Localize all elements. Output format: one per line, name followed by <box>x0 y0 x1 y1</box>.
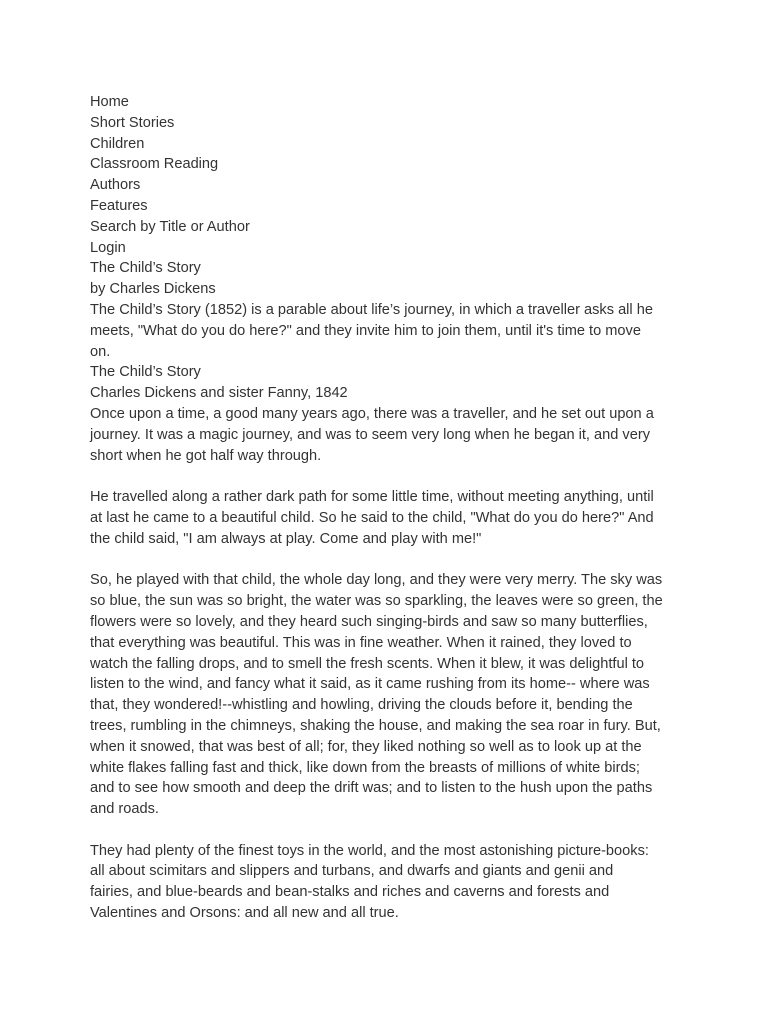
nav-features-link[interactable]: Features <box>90 197 148 214</box>
paragraph-line: so blue, the sun was so bright, the water was so sparkling, the leaves were so green, the <box>90 593 663 610</box>
paragraph-line: watch the falling drops, and to smell the fresh scents. When it blew, it was delightful to <box>90 655 645 672</box>
nav-children-link[interactable]: Children <box>90 135 145 152</box>
story-paragraph-3 <box>90 570 680 820</box>
paragraph-line: So, he played with that child, the whole day long, and they were very merry. The sky was <box>90 572 663 589</box>
story-title-repeat: The Child’s Story <box>90 364 201 381</box>
nav-home-link[interactable]: Home <box>90 94 129 110</box>
story-paragraph-2 <box>90 487 680 549</box>
site-nav <box>90 92 680 258</box>
paragraph-line: and roads. <box>90 801 159 818</box>
story-paragraph-1 <box>90 404 680 466</box>
summary-line: meets, "What do you do here?" and they invite him to join them, until it's time to move <box>90 322 641 339</box>
nav-classroom-reading-link[interactable]: Classroom Reading <box>90 156 219 173</box>
paragraph-line: the child said, "I am always at play. Come and play with me!" <box>90 530 482 547</box>
paragraph-line: and to see how smooth and deep the drift was; and to listen to the hush upon the paths <box>90 780 653 797</box>
nav-short-stories-link[interactable]: Short Stories <box>90 114 175 131</box>
paragraph-line: fairies, and blue-beards and bean-stalks and riches and caverns and forests and <box>90 884 610 901</box>
story-header <box>90 258 680 300</box>
paragraph-line: that everything was beautiful. This was in fine weather. When it rained, they loved to <box>90 634 632 651</box>
summary-line: on. <box>90 343 111 360</box>
summary-line: The Child’s Story (1852) is a parable about life’s journey, in which a traveller asks all he <box>90 301 653 318</box>
paragraph-line: Once upon a time, a good many years ago, there was a traveller, and he set out upon a <box>90 405 654 422</box>
paragraph-line: journey. It was a magic journey, and was to seem very long when he began it, and very <box>90 426 650 443</box>
paragraph-line: white flakes falling fast and thick, like down from the breasts of millions of white birds; <box>90 759 640 776</box>
paragraph-line: trees, rumbling in the chimneys, shaking the house, and making the sea roar in fury. But, <box>90 717 661 734</box>
story-title: The Child’s Story <box>90 260 201 277</box>
paragraph-line: all about scimitars and slippers and turbans, and dwarfs and giants and genii and <box>90 863 614 880</box>
page-content <box>90 92 680 924</box>
paragraph-line: Valentines and Orsons: and all new and all true. <box>90 905 399 922</box>
nav-authors-link[interactable]: Authors <box>90 177 141 194</box>
paragraph-line: listen to the wind, and fancy what it said, as it came rushing from its home-- where was <box>90 676 650 693</box>
nav-login-link[interactable]: Login <box>90 239 126 256</box>
paragraph-line: flowers were so lovely, and they heard such singing-birds and saw so many butterflies, <box>90 613 648 630</box>
story-byline: by Charles Dickens <box>90 281 216 298</box>
paragraph-line: short when he got half way through. <box>90 447 322 464</box>
image-caption: Charles Dickens and sister Fanny, 1842 <box>90 385 348 402</box>
story-summary <box>90 300 680 362</box>
paragraph-line: He travelled along a rather dark path for some little time, without meeting anything, until <box>90 489 654 506</box>
paragraph-line: at last he came to a beautiful child. So he said to the child, "What do you do here?" And <box>90 509 654 526</box>
nav-search-link[interactable]: Search by Title or Author <box>90 218 250 235</box>
paragraph-line: They had plenty of the finest toys in the world, and the most astonishing picture-books: <box>90 842 649 859</box>
paragraph-line: when it snowed, that was best of all; for, they liked nothing so well as to look up at the <box>90 738 642 755</box>
paragraph-line: that, they wondered!--whistling and howling, driving the clouds before it, bending the <box>90 697 633 714</box>
story-paragraph-4 <box>90 841 680 924</box>
